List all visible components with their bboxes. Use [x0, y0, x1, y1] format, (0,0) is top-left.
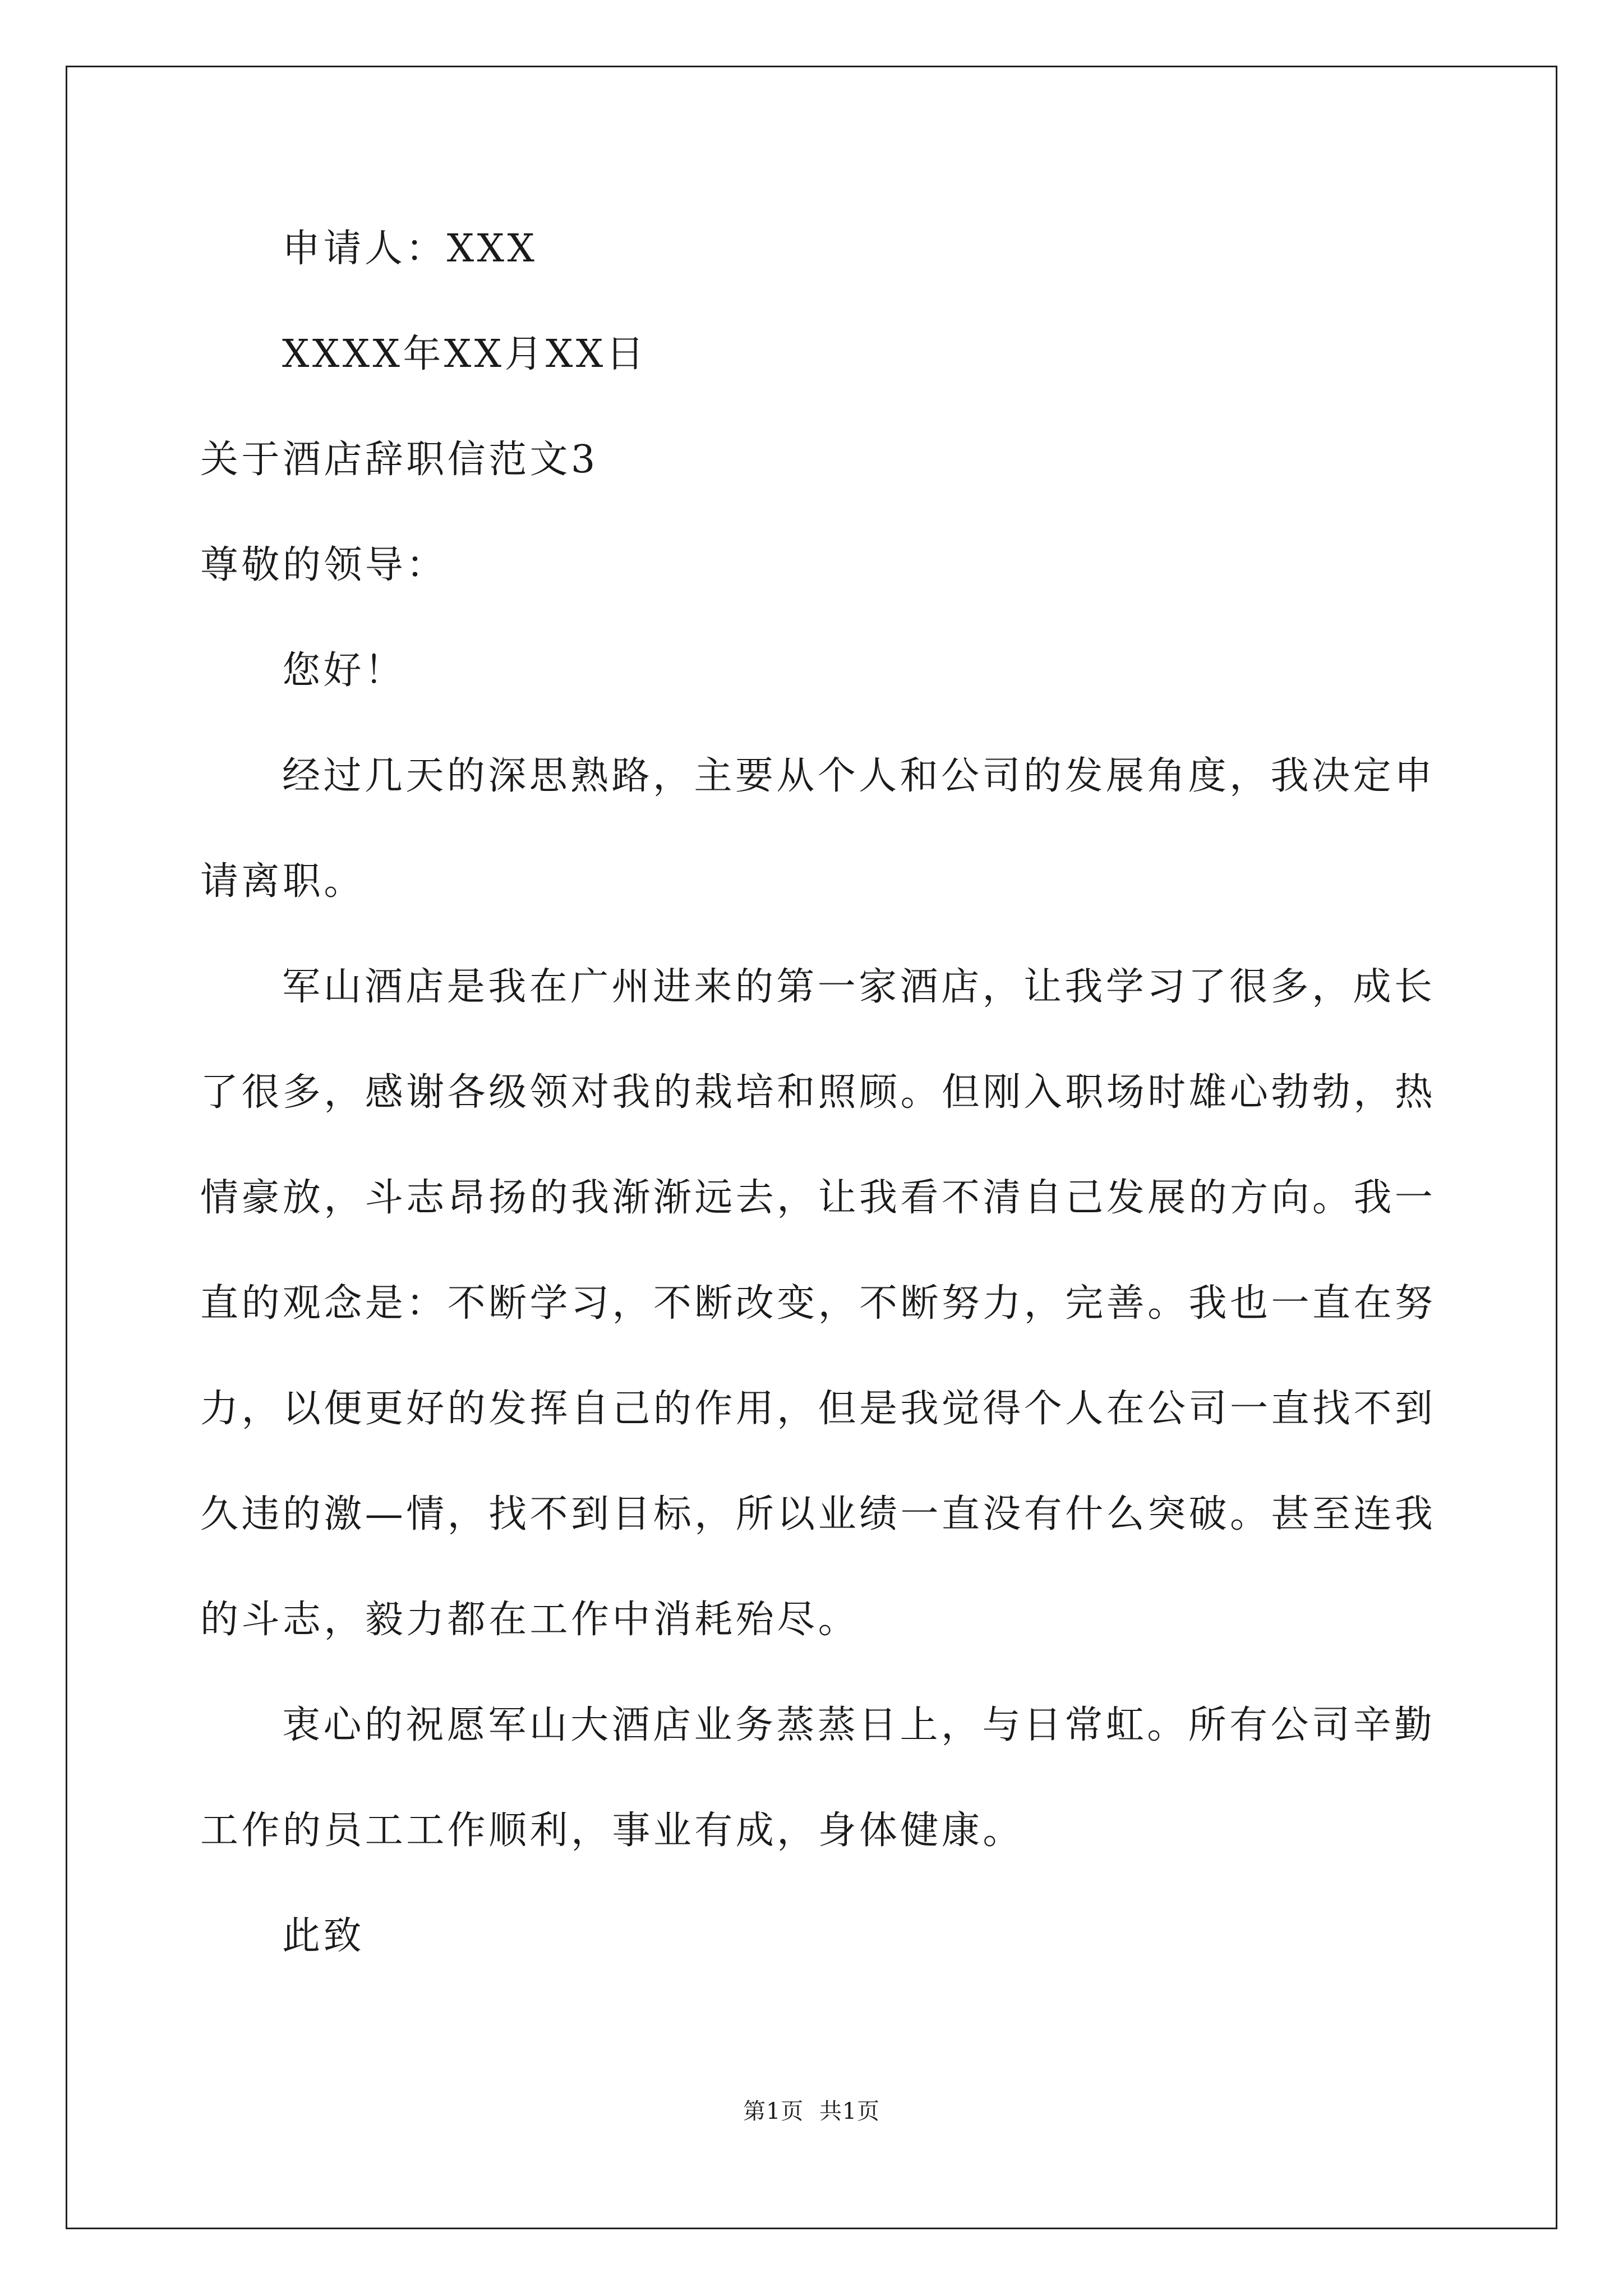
paragraph-2-line-6: 久违的激—情，找不到目标，所以业绩一直没有什么突破。甚至连我 [200, 1492, 1436, 1536]
paragraph-2-line-5: 力，以便更好的发挥自己的作用，但是我觉得个人在公司一直找不到 [200, 1387, 1436, 1431]
salutation: 尊敬的领导： [200, 543, 448, 587]
paragraph-2-line-4: 直的观念是：不断学习，不断改变，不断努力，完善。我也一直在努 [200, 1281, 1436, 1326]
closing-line: 此致 [282, 1914, 365, 1958]
greeting: 您好！ [282, 648, 406, 693]
paragraph-3-line-1: 衷心的祝愿军山大酒店业务蒸蒸日上，与日常虹。所有公司辛勤 [282, 1703, 1436, 1747]
paragraph-2-line-3: 情豪放，斗志昂扬的我渐渐远去，让我看不清自己发展的方向。我一 [200, 1176, 1436, 1220]
paragraph-2-line-7: 的斗志，毅力都在工作中消耗殆尽。 [200, 1598, 860, 1642]
page-border [66, 66, 1557, 2229]
page-total: 共1页 [819, 2099, 880, 2124]
paragraph-3-line-2: 工作的员工工作顺利，事业有成，身体健康。 [200, 1809, 1024, 1853]
paragraph-1-line-2: 请离职。 [200, 859, 365, 904]
page-footer [0, 2093, 1623, 2125]
paragraph-2-line-2: 了很多，感谢各级领对我的栽培和照顾。但刚入职场时雄心勃勃，热 [200, 1070, 1436, 1115]
section-title: 关于酒店辞职信范文3 [200, 438, 598, 482]
date-line: XXXX年XX月XX日 [282, 332, 648, 376]
paragraph-1-line-1: 经过几天的深思熟路，主要从个人和公司的发展角度，我决定申 [282, 754, 1436, 798]
paragraph-2-line-1: 军山酒店是我在广州进来的第一家酒店，让我学习了很多，成长 [282, 965, 1436, 1009]
applicant-line: 申请人：XXX [282, 227, 538, 271]
page-number: 第1页 [743, 2099, 804, 2124]
